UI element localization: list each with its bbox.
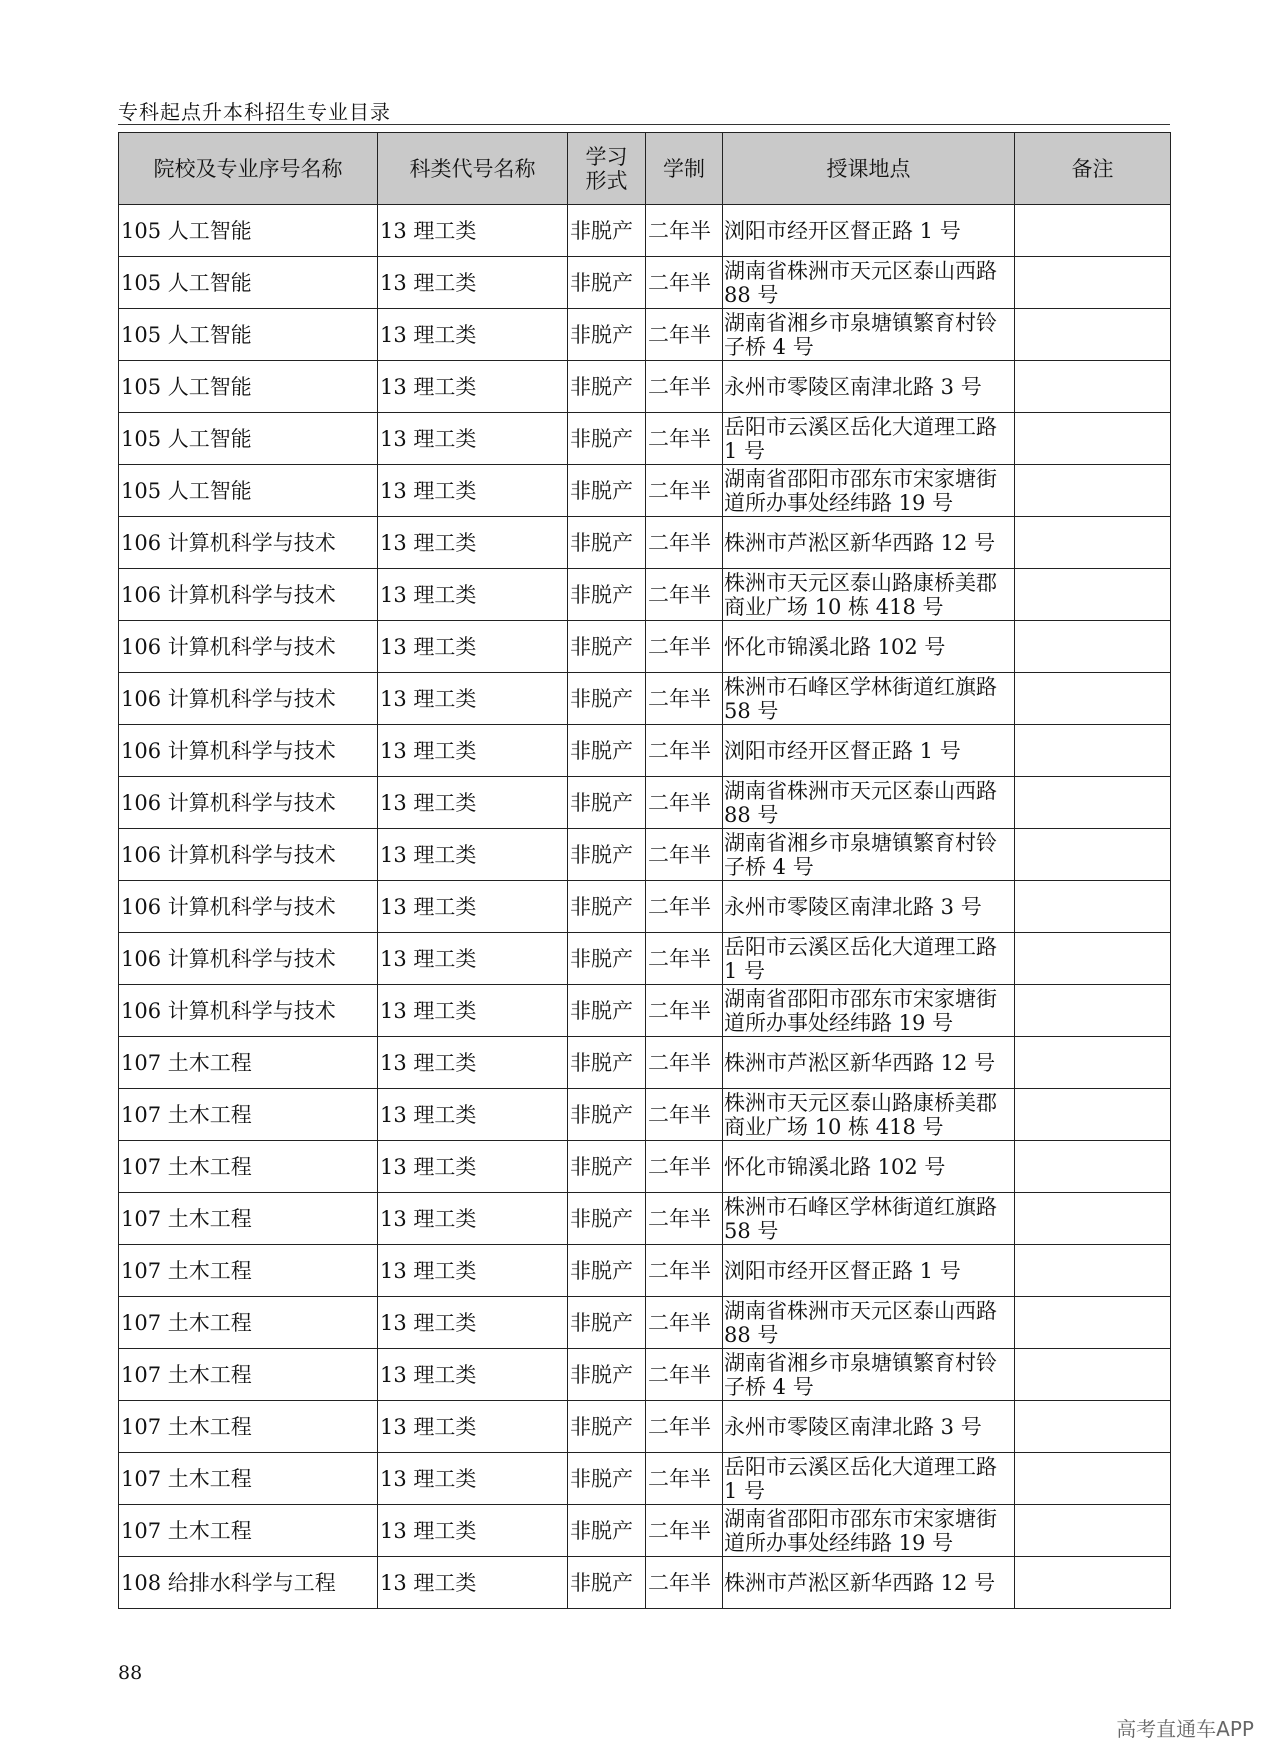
- cell-location: 株洲市石峰区学林街道红旗路 58 号: [723, 1193, 1015, 1245]
- table-row: [119, 829, 1171, 881]
- cell-location: 岳阳市云溪区岳化大道理工路 1 号: [723, 413, 1015, 465]
- table-row: [119, 1089, 1171, 1141]
- cell-category: 13 理工类: [378, 1505, 568, 1557]
- cell-duration: 二年半: [646, 1401, 723, 1453]
- cell-location: 湖南省邵阳市邵东市宋家塘街道所办事处经纬路 19 号: [723, 465, 1015, 517]
- cell-major: 107 土木工程: [119, 1505, 378, 1557]
- cell-note: [1015, 309, 1171, 361]
- cell-category: 13 理工类: [378, 829, 568, 881]
- cell-category: 13 理工类: [378, 309, 568, 361]
- cell-note: [1015, 517, 1171, 569]
- cell-study-mode: 非脱产: [568, 1349, 646, 1401]
- cell-duration: 二年半: [646, 465, 723, 517]
- cell-study-mode: 非脱产: [568, 621, 646, 673]
- cell-category: 13 理工类: [378, 361, 568, 413]
- cell-major: 107 土木工程: [119, 1089, 378, 1141]
- cell-duration: 二年半: [646, 1557, 723, 1609]
- cell-note: [1015, 1297, 1171, 1349]
- cell-note: [1015, 569, 1171, 621]
- table-row: [119, 257, 1171, 309]
- table-row: [119, 465, 1171, 517]
- cell-category: 13 理工类: [378, 933, 568, 985]
- cell-location: 永州市零陵区南津北路 3 号: [723, 1401, 1015, 1453]
- cell-category: 13 理工类: [378, 621, 568, 673]
- cell-study-mode: 非脱产: [568, 1557, 646, 1609]
- cell-location: 湖南省湘乡市泉塘镇繁育村铃子桥 4 号: [723, 1349, 1015, 1401]
- cell-note: [1015, 1349, 1171, 1401]
- cell-major: 106 计算机科学与技术: [119, 569, 378, 621]
- cell-category: 13 理工类: [378, 413, 568, 465]
- cell-duration: 二年半: [646, 1141, 723, 1193]
- table-row: [119, 517, 1171, 569]
- cell-major: 105 人工智能: [119, 309, 378, 361]
- cell-location: 浏阳市经开区督正路 1 号: [723, 725, 1015, 777]
- cell-duration: 二年半: [646, 1349, 723, 1401]
- table-row: [119, 309, 1171, 361]
- page-number: 88: [118, 1662, 143, 1684]
- cell-category: 13 理工类: [378, 257, 568, 309]
- cell-study-mode: 非脱产: [568, 1453, 646, 1505]
- cell-major: 105 人工智能: [119, 361, 378, 413]
- cell-major: 107 土木工程: [119, 1141, 378, 1193]
- cell-note: [1015, 413, 1171, 465]
- cell-note: [1015, 1089, 1171, 1141]
- cell-study-mode: 非脱产: [568, 413, 646, 465]
- cell-location: 湖南省邵阳市邵东市宋家塘街道所办事处经纬路 19 号: [723, 985, 1015, 1037]
- cell-note: [1015, 933, 1171, 985]
- cell-study-mode: 非脱产: [568, 517, 646, 569]
- table-row: [119, 985, 1171, 1037]
- cell-major: 106 计算机科学与技术: [119, 673, 378, 725]
- cell-study-mode: 非脱产: [568, 1505, 646, 1557]
- cell-location: 湖南省株洲市天元区泰山西路 88 号: [723, 257, 1015, 309]
- table-row: [119, 569, 1171, 621]
- cell-category: 13 理工类: [378, 1193, 568, 1245]
- cell-duration: 二年半: [646, 205, 723, 257]
- column-header-note: 备注: [1015, 133, 1171, 205]
- cell-note: [1015, 777, 1171, 829]
- column-header-category: 科类代号名称: [378, 133, 568, 205]
- major-catalog-table: [118, 132, 1171, 1609]
- table-row: [119, 205, 1171, 257]
- cell-duration: 二年半: [646, 1245, 723, 1297]
- cell-study-mode: 非脱产: [568, 933, 646, 985]
- cell-location: 株洲市芦淞区新华西路 12 号: [723, 517, 1015, 569]
- cell-major: 107 土木工程: [119, 1453, 378, 1505]
- table-row: [119, 1245, 1171, 1297]
- cell-category: 13 理工类: [378, 569, 568, 621]
- table-row: [119, 1401, 1171, 1453]
- cell-duration: 二年半: [646, 777, 723, 829]
- column-header-major: 院校及专业序号名称: [119, 133, 378, 205]
- cell-major: 105 人工智能: [119, 465, 378, 517]
- table-row: [119, 361, 1171, 413]
- cell-location: 湖南省株洲市天元区泰山西路 88 号: [723, 777, 1015, 829]
- cell-location: 岳阳市云溪区岳化大道理工路 1 号: [723, 1453, 1015, 1505]
- cell-location: 永州市零陵区南津北路 3 号: [723, 361, 1015, 413]
- cell-duration: 二年半: [646, 1297, 723, 1349]
- cell-duration: 二年半: [646, 1193, 723, 1245]
- column-header-study-mode: [568, 133, 646, 205]
- cell-duration: 二年半: [646, 1089, 723, 1141]
- cell-note: [1015, 725, 1171, 777]
- cell-major: 106 计算机科学与技术: [119, 985, 378, 1037]
- cell-note: [1015, 1557, 1171, 1609]
- table-row: [119, 1037, 1171, 1089]
- cell-study-mode: 非脱产: [568, 1401, 646, 1453]
- cell-study-mode: 非脱产: [568, 673, 646, 725]
- cell-note: [1015, 257, 1171, 309]
- cell-note: [1015, 1505, 1171, 1557]
- cell-major: 107 土木工程: [119, 1297, 378, 1349]
- cell-study-mode: 非脱产: [568, 881, 646, 933]
- cell-category: 13 理工类: [378, 725, 568, 777]
- cell-study-mode: 非脱产: [568, 1141, 646, 1193]
- cell-note: [1015, 621, 1171, 673]
- cell-study-mode: 非脱产: [568, 1037, 646, 1089]
- cell-major: 106 计算机科学与技术: [119, 517, 378, 569]
- column-header-duration: 学制: [646, 133, 723, 205]
- cell-duration: 二年半: [646, 673, 723, 725]
- cell-study-mode: 非脱产: [568, 1245, 646, 1297]
- table-row: [119, 413, 1171, 465]
- table-row: [119, 673, 1171, 725]
- cell-major: 107 土木工程: [119, 1401, 378, 1453]
- cell-location: 株洲市芦淞区新华西路 12 号: [723, 1037, 1015, 1089]
- header-divider: [118, 124, 1170, 125]
- cell-study-mode: 非脱产: [568, 361, 646, 413]
- cell-category: 13 理工类: [378, 1453, 568, 1505]
- table-row: [119, 1453, 1171, 1505]
- cell-category: 13 理工类: [378, 465, 568, 517]
- cell-note: [1015, 1141, 1171, 1193]
- cell-major: 105 人工智能: [119, 257, 378, 309]
- cell-note: [1015, 1401, 1171, 1453]
- cell-category: 13 理工类: [378, 673, 568, 725]
- cell-note: [1015, 361, 1171, 413]
- cell-note: [1015, 1453, 1171, 1505]
- cell-note: [1015, 673, 1171, 725]
- cell-study-mode: 非脱产: [568, 985, 646, 1037]
- cell-note: [1015, 1193, 1171, 1245]
- table-header-row: [119, 133, 1171, 205]
- cell-location: 岳阳市云溪区岳化大道理工路 1 号: [723, 933, 1015, 985]
- cell-location: 怀化市锦溪北路 102 号: [723, 621, 1015, 673]
- cell-major: 107 土木工程: [119, 1349, 378, 1401]
- cell-study-mode: 非脱产: [568, 777, 646, 829]
- cell-study-mode: 非脱产: [568, 205, 646, 257]
- table-row: [119, 1349, 1171, 1401]
- cell-study-mode: 非脱产: [568, 309, 646, 361]
- cell-duration: 二年半: [646, 621, 723, 673]
- cell-duration: 二年半: [646, 309, 723, 361]
- cell-category: 13 理工类: [378, 1037, 568, 1089]
- cell-location: 株洲市石峰区学林街道红旗路 58 号: [723, 673, 1015, 725]
- cell-category: 13 理工类: [378, 517, 568, 569]
- cell-note: [1015, 881, 1171, 933]
- cell-location: 株洲市天元区泰山路康桥美郡商业广场 10 栋 418 号: [723, 1089, 1015, 1141]
- cell-duration: 二年半: [646, 829, 723, 881]
- cell-category: 13 理工类: [378, 1089, 568, 1141]
- cell-duration: 二年半: [646, 725, 723, 777]
- cell-note: [1015, 205, 1171, 257]
- cell-study-mode: 非脱产: [568, 465, 646, 517]
- cell-major: 107 土木工程: [119, 1245, 378, 1297]
- cell-major: 106 计算机科学与技术: [119, 881, 378, 933]
- cell-major: 106 计算机科学与技术: [119, 933, 378, 985]
- cell-major: 107 土木工程: [119, 1193, 378, 1245]
- cell-category: 13 理工类: [378, 881, 568, 933]
- table-row: [119, 1297, 1171, 1349]
- cell-duration: 二年半: [646, 1037, 723, 1089]
- cell-duration: 二年半: [646, 517, 723, 569]
- cell-study-mode: 非脱产: [568, 257, 646, 309]
- cell-duration: 二年半: [646, 1505, 723, 1557]
- cell-category: 13 理工类: [378, 1557, 568, 1609]
- cell-duration: 二年半: [646, 881, 723, 933]
- cell-note: [1015, 1245, 1171, 1297]
- cell-duration: 二年半: [646, 1453, 723, 1505]
- cell-major: 106 计算机科学与技术: [119, 777, 378, 829]
- cell-major: 106 计算机科学与技术: [119, 829, 378, 881]
- cell-category: 13 理工类: [378, 777, 568, 829]
- cell-major: 106 计算机科学与技术: [119, 621, 378, 673]
- table-row: [119, 725, 1171, 777]
- cell-location: 株洲市芦淞区新华西路 12 号: [723, 1557, 1015, 1609]
- cell-major: 107 土木工程: [119, 1037, 378, 1089]
- cell-note: [1015, 1037, 1171, 1089]
- cell-location: 浏阳市经开区督正路 1 号: [723, 205, 1015, 257]
- cell-duration: 二年半: [646, 257, 723, 309]
- cell-category: 13 理工类: [378, 1245, 568, 1297]
- cell-category: 13 理工类: [378, 985, 568, 1037]
- cell-study-mode: 非脱产: [568, 1297, 646, 1349]
- cell-study-mode: 非脱产: [568, 1193, 646, 1245]
- table-row: [119, 1557, 1171, 1609]
- cell-major: 105 人工智能: [119, 413, 378, 465]
- cell-study-mode: 非脱产: [568, 829, 646, 881]
- page-header-title: 专科起点升本科招生专业目录: [118, 100, 391, 124]
- watermark: 高考直通车APP: [1116, 1717, 1254, 1741]
- table-row: [119, 1193, 1171, 1245]
- cell-study-mode: 非脱产: [568, 725, 646, 777]
- cell-category: 13 理工类: [378, 1401, 568, 1453]
- cell-location: 湖南省湘乡市泉塘镇繁育村铃子桥 4 号: [723, 829, 1015, 881]
- cell-location: 湖南省株洲市天元区泰山西路 88 号: [723, 1297, 1015, 1349]
- table-row: [119, 621, 1171, 673]
- cell-location: 株洲市天元区泰山路康桥美郡商业广场 10 栋 418 号: [723, 569, 1015, 621]
- cell-category: 13 理工类: [378, 1141, 568, 1193]
- cell-location: 湖南省湘乡市泉塘镇繁育村铃子桥 4 号: [723, 309, 1015, 361]
- table-row: [119, 1141, 1171, 1193]
- cell-duration: 二年半: [646, 985, 723, 1037]
- cell-duration: 二年半: [646, 413, 723, 465]
- table-row: [119, 881, 1171, 933]
- cell-location: 怀化市锦溪北路 102 号: [723, 1141, 1015, 1193]
- cell-location: 永州市零陵区南津北路 3 号: [723, 881, 1015, 933]
- cell-note: [1015, 465, 1171, 517]
- cell-location: 浏阳市经开区督正路 1 号: [723, 1245, 1015, 1297]
- cell-major: 106 计算机科学与技术: [119, 725, 378, 777]
- table-row: [119, 777, 1171, 829]
- cell-category: 13 理工类: [378, 1349, 568, 1401]
- cell-study-mode: 非脱产: [568, 1089, 646, 1141]
- cell-major: 105 人工智能: [119, 205, 378, 257]
- cell-category: 13 理工类: [378, 205, 568, 257]
- cell-duration: 二年半: [646, 933, 723, 985]
- cell-duration: 二年半: [646, 361, 723, 413]
- cell-major: 108 给排水科学与工程: [119, 1557, 378, 1609]
- table-row: [119, 933, 1171, 985]
- column-header-location: 授课地点: [723, 133, 1015, 205]
- cell-duration: 二年半: [646, 569, 723, 621]
- cell-study-mode: 非脱产: [568, 569, 646, 621]
- cell-category: 13 理工类: [378, 1297, 568, 1349]
- cell-note: [1015, 985, 1171, 1037]
- table-row: [119, 1505, 1171, 1557]
- cell-note: [1015, 829, 1171, 881]
- study-mode-header-text: 学习形式: [585, 144, 628, 193]
- cell-location: 湖南省邵阳市邵东市宋家塘街道所办事处经纬路 19 号: [723, 1505, 1015, 1557]
